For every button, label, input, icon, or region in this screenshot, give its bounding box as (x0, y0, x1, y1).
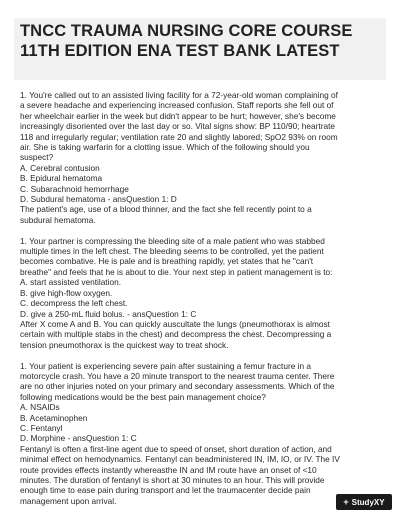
text-line: 1. Your patient is experiencing severe pain after sustaining a femur fracture in a (20, 360, 312, 371)
text-line: a severe headache and experiencing increased confusion. Staff reports she fell out of (20, 100, 334, 111)
text-line: enough time to ease pain during transport and let the traumacenter decide pain (20, 485, 311, 496)
text-line: 1. Your partner is compressing the bleeding site of a male patient who was stabbed (20, 235, 325, 246)
text-line: are no other injuries noted on your primary and secondary assessments. Which of the (20, 381, 335, 392)
text-line: C. Fentanyl (20, 422, 63, 433)
text-line: motorcycle crash. You have a 20 minute transport to the nearest trauma center. There (20, 370, 335, 381)
text-line: A. Cerebral contusion (20, 162, 100, 173)
text-line: D. give a 250-mL fluid bolus. - ansQuestion 1: C (20, 308, 197, 319)
text-line: 1. You're called out to an assisted living facility for a 72-year-old woman complaining of (20, 90, 338, 100)
text-line: management upon arrival. (20, 495, 117, 506)
plus-icon: + (343, 496, 349, 507)
text-line: The patient's age, use of a blood thinner, and the fact she fell recently point to a (20, 204, 312, 215)
question-2 (20, 236, 382, 350)
question-1 (20, 90, 382, 225)
text-line: Fentanyl is often a first-line agent due to speed of onset, short duration of action, and (20, 443, 332, 454)
text-line: 118 and irregularly regular; ventilation rate 20 and slightly labored; SpO2 93% on room (20, 131, 338, 142)
document-body (20, 90, 382, 506)
text-line: D. Morphine - ansQuestion 1: C (20, 433, 137, 444)
question-3 (20, 361, 382, 507)
badge-label: StudyXY (351, 497, 385, 507)
text-line: C. decompress the left chest. (20, 298, 128, 309)
text-line: certain with multiple stabs in the chest) and decompress the chest. Decompressing a (20, 329, 332, 340)
text-line: breathe" and feels that he is about to die. Your next step in patient management is to: (20, 266, 333, 277)
text-line: air. She is taking warfarin for a clotting issue. Which of the following should you (20, 142, 310, 153)
text-line: After X come A and B. You can quickly auscultate the lungs (pneumothorax is almost (20, 318, 330, 329)
text-line: increasingly disoriented over the last day or so. Vital signs show: BP 110/90; heartrate (20, 121, 335, 132)
text-line: A. NSAIDs (20, 402, 60, 413)
text-line: route provides effects instantly whereasthe IN and IM route have an onset of <10 (20, 464, 317, 475)
text-line: B. Epidural hematoma (20, 173, 103, 184)
text-line: her wheelchair earlier in the week but didn't appear to be hurt; however, she's become (20, 110, 336, 121)
text-line: becomes combative. He is pale and is breathing rapidly, yet states that he "can't (20, 256, 314, 267)
text-line: D. Subdural hematoma - ansQuestion 1: D (20, 194, 177, 205)
studyxy-badge[interactable] (336, 494, 392, 510)
text-line: minutes. The duration of fentanyl is short at 30 minutes to an hour. This will provide (20, 475, 325, 485)
text-line: multiple times in the left chest. The bleeding seems to be controlled, yet the patient (20, 246, 324, 257)
text-line: B. give high-flow oxygen. (20, 287, 113, 298)
text-line: C. Subarachnoid hemorrhage (20, 183, 129, 194)
text-line: minimal effect on hemodynamics. Fentanyl can beadministered IN, IM, IO, or IV. The IV (20, 454, 340, 465)
text-line: A. start assisted ventilation. (20, 277, 121, 288)
text-line: subdural hematoma. (20, 214, 96, 225)
text-line: tension pneumothorax is the quickest way to treat shock. (20, 339, 229, 350)
document-title: TNCC TRAUMA NURSING CORE COURSE 11TH EDITION ENA TEST BANK LATEST (20, 22, 353, 60)
text-line: suspect? (20, 152, 54, 163)
text-line: following medications would be the best pain management choice? (20, 391, 266, 402)
text-line: B. Acetaminophen (20, 412, 88, 423)
